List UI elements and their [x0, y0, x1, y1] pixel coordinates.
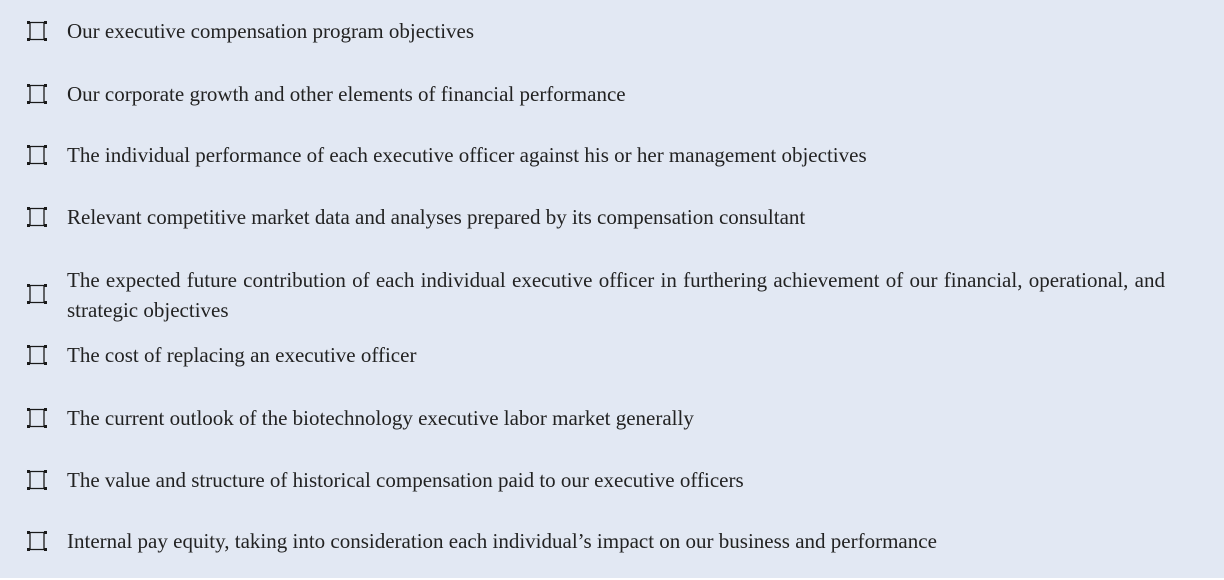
item-text: The expected future contribution of each individual executive officer in furthering achievement of our financial, operational, and strategic objectives — [67, 268, 1165, 322]
item-text: The cost of replacing an executive officer — [67, 343, 417, 367]
checkbox-icon — [26, 20, 48, 42]
item-text: Relevant competitive market data and analyses prepared by its compensation consultant — [67, 205, 806, 229]
checkbox-icon — [26, 283, 48, 305]
checkbox-icon — [26, 144, 48, 166]
checkbox-icon — [26, 530, 48, 552]
item-text: The value and structure of historical compensation paid to our executive officers — [67, 468, 744, 492]
checkbox-icon — [26, 469, 48, 491]
item-text: The individual performance of each executive officer against his or her management objectives — [67, 143, 867, 167]
item-text: Our executive compensation program objectives — [67, 19, 475, 43]
item-text: Internal pay equity, taking into consideration each individual’s impact on our business and performance — [67, 529, 937, 553]
checkbox-icon — [26, 407, 48, 429]
item-text: Our corporate growth and other elements of financial performance — [67, 82, 626, 106]
checkbox-icon — [26, 344, 48, 366]
checkbox-icon — [26, 83, 48, 105]
checkbox-icon — [26, 206, 48, 228]
item-text: The current outlook of the biotechnology executive labor market generally — [67, 406, 694, 430]
